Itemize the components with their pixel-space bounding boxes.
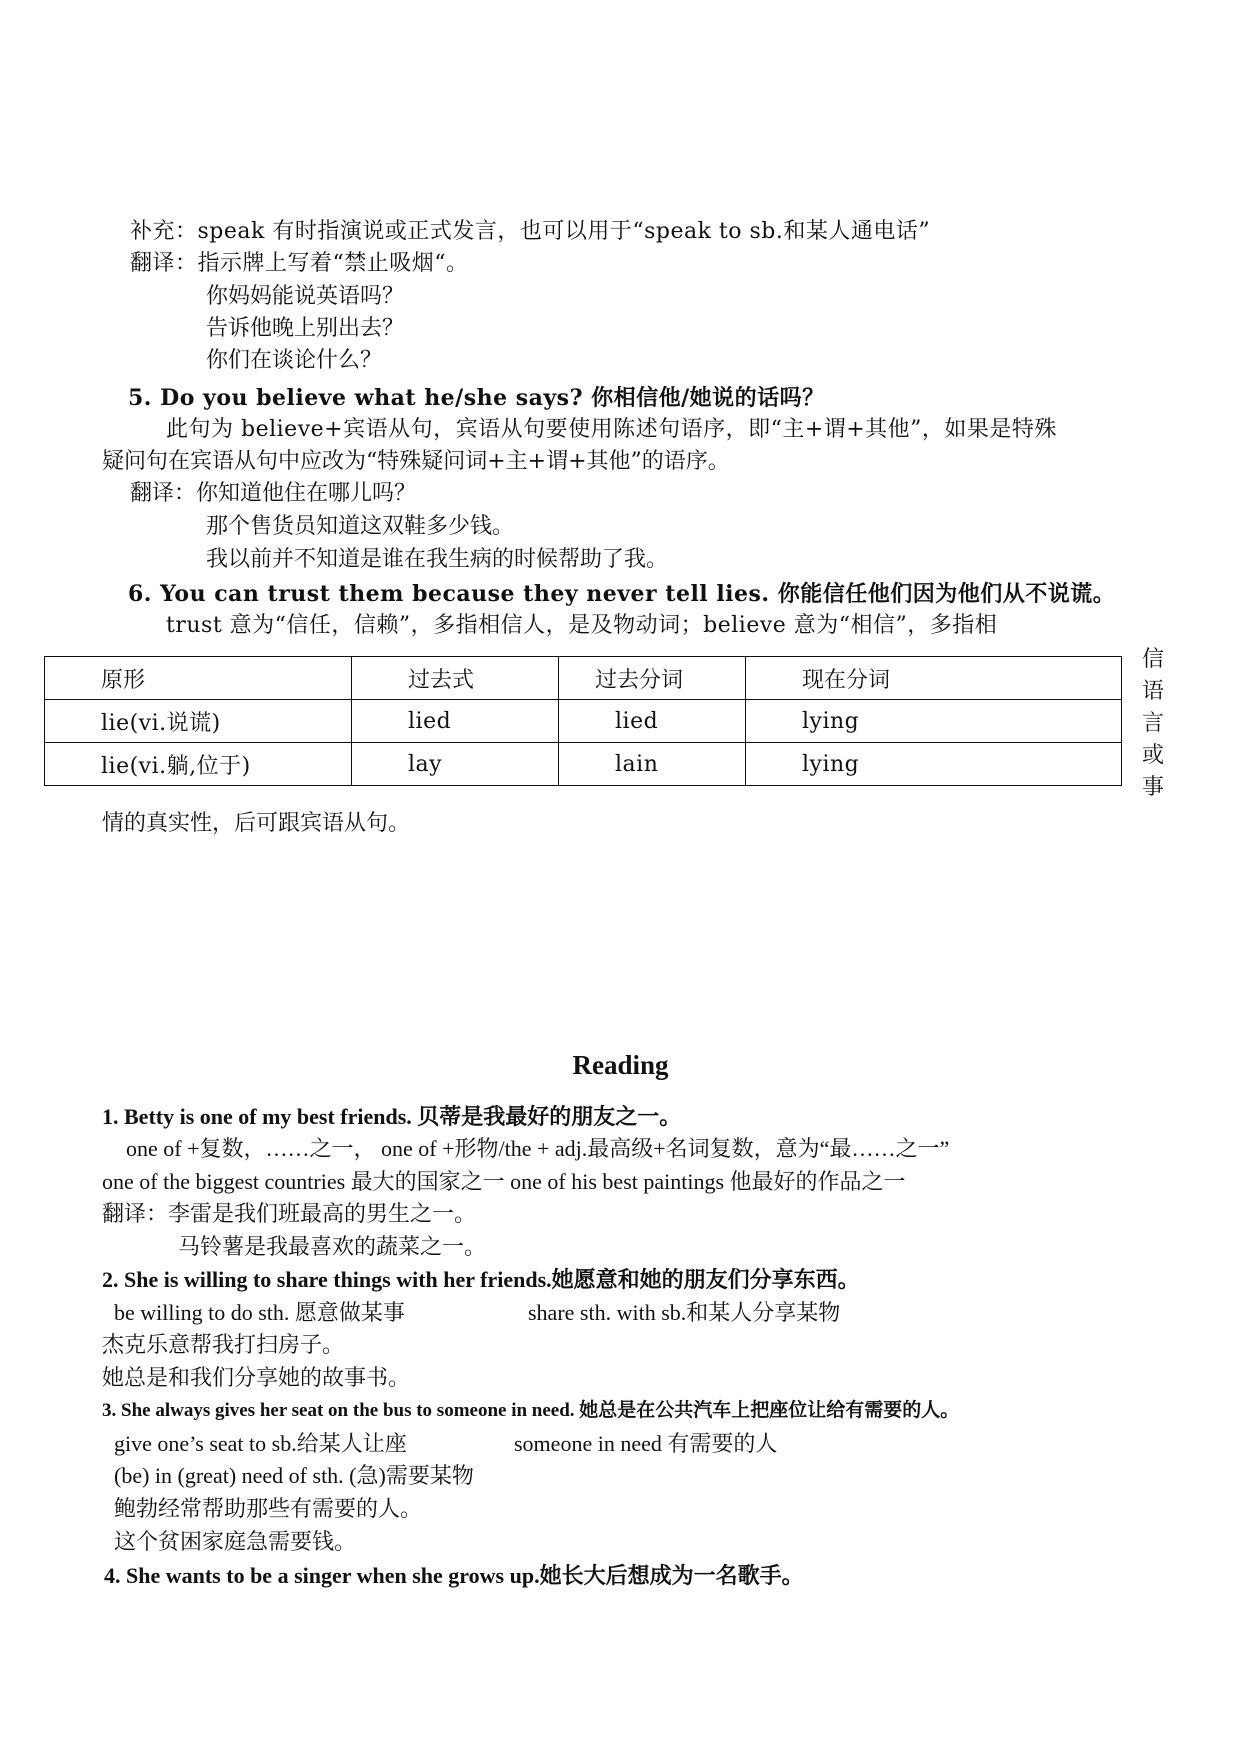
reading-4-heading: 4. She wants to be a singer when she grows up.她长大后想成为一名歌手。 — [104, 1563, 804, 1588]
table-header-cell: 过去式 — [352, 657, 559, 700]
reading-3-heading: 3. She always gives her seat on the bus to someone in need. 她总是在公共汽车上把座位让给有需要的人。 — [102, 1400, 960, 1421]
verb-forms-table — [44, 656, 1122, 786]
item6-heading: 6. You can trust them because they never tell lies. 你能信任他们因为他们从不说谎。 — [128, 581, 1116, 607]
supplement-line: 补充：speak 有时指演说或正式发言，也可以用于“speak to sb.和某人通电话” — [130, 219, 931, 244]
reading-3-line-3: 鲍勃经常帮助那些有需要的人。 — [114, 1496, 423, 1521]
item6-paragraph-1: trust 意为“信任，信赖”，多指相信人，是及物动词；believe 意为“相信”，多指相 — [166, 613, 998, 638]
reading-3-line-1b: someone in need 有需要的人 — [514, 1431, 778, 1456]
reading-3-line-1: give one’s seat to sb.给某人让座 — [114, 1431, 407, 1456]
table-cell: lying — [746, 743, 1122, 786]
item6-side-char-2: 语 — [1141, 679, 1164, 704]
item5-translate-2: 那个售货员知道这双鞋多少钱。 — [206, 514, 515, 539]
item6-side-char-5: 事 — [1141, 775, 1164, 800]
table-cell: lay — [352, 743, 559, 786]
item5-translate-3: 我以前并不知道是谁在我生病的时候帮助了我。 — [206, 547, 669, 572]
reading-3-line-2: (be) in (great) need of sth. (急)需要某物 — [114, 1463, 474, 1488]
reading-2-line-3: 她总是和我们分享她的故事书。 — [102, 1365, 411, 1390]
reading-3-line-4: 这个贫困家庭急需要钱。 — [114, 1529, 357, 1554]
translate-line-3: 告诉他晚上别出去？ — [206, 316, 405, 341]
reading-2-line-2: 杰克乐意帮我打扫房子。 — [102, 1332, 345, 1357]
item6-side-char-3: 言 — [1141, 711, 1164, 736]
item6-side-char-4: 或 — [1141, 743, 1164, 768]
table-cell: lain — [559, 743, 746, 786]
item6-side-char-1: 信 — [1141, 647, 1164, 672]
item5-heading: 5. Do you believe what he/she says? 你相信他/她说的话吗？ — [128, 385, 825, 411]
reading-1-line-4: 马铃薯是我最喜欢的蔬菜之一。 — [178, 1234, 487, 1259]
table-header-cell: 过去分词 — [559, 657, 746, 700]
table-cell: lying — [746, 700, 1122, 743]
table-cell: lied — [352, 700, 559, 743]
table-cell: lied — [559, 700, 746, 743]
table-cell: lie(vi.说谎) — [45, 700, 352, 743]
table-row — [45, 700, 1122, 743]
reading-1-line-2: one of the biggest countries 最大的国家之一 one of his best paintings 他最好的作品之一 — [102, 1169, 906, 1194]
item5-paragraph-2: 疑问句在宾语从句中应改为“特殊疑问词+主+谓+其他”的语序。 — [102, 449, 730, 474]
reading-2-line-1b: share sth. with sb.和某人分享某物 — [528, 1300, 841, 1325]
translate-line-2: 你妈妈能说英语吗？ — [206, 284, 405, 309]
table-row — [45, 743, 1122, 786]
reading-2-heading: 2. She is willing to share things with her friends.她愿意和她的朋友们分享东西。 — [102, 1267, 860, 1292]
reading-1-heading: 1. Betty is one of my best friends. 贝蒂是我最好的朋友之一。 — [102, 1104, 682, 1129]
item5-translate-1: 翻译：你知道他住在哪儿吗？ — [130, 481, 417, 506]
reading-2-line-1: be willing to do sth. 愿意做某事 — [114, 1300, 405, 1325]
table-header-row — [45, 657, 1122, 700]
table-header-cell: 原形 — [45, 657, 352, 700]
table-header-cell: 现在分词 — [746, 657, 1122, 700]
translate-line-4: 你们在谈论什么？ — [206, 348, 383, 373]
reading-1-line-1: one of +复数，……之一， one of +形物/the + adj.最高级+名词复数，意为“最……之一” — [126, 1136, 950, 1161]
item6-paragraph-2: 情的真实性，后可跟宾语从句。 — [102, 811, 411, 836]
reading-1-line-3: 翻译：李雷是我们班最高的男生之一。 — [102, 1201, 477, 1226]
item5-paragraph-1: 此句为 believe+宾语从句，宾语从句要使用陈述句语序，即“主+谓+其他”，如果是特殊 — [166, 417, 1057, 442]
translate-line-1: 翻译：指示牌上写着“禁止吸烟“。 — [130, 251, 469, 276]
reading-title: Reading — [572, 1050, 669, 1080]
table-cell: lie(vi.躺,位于) — [45, 743, 352, 786]
